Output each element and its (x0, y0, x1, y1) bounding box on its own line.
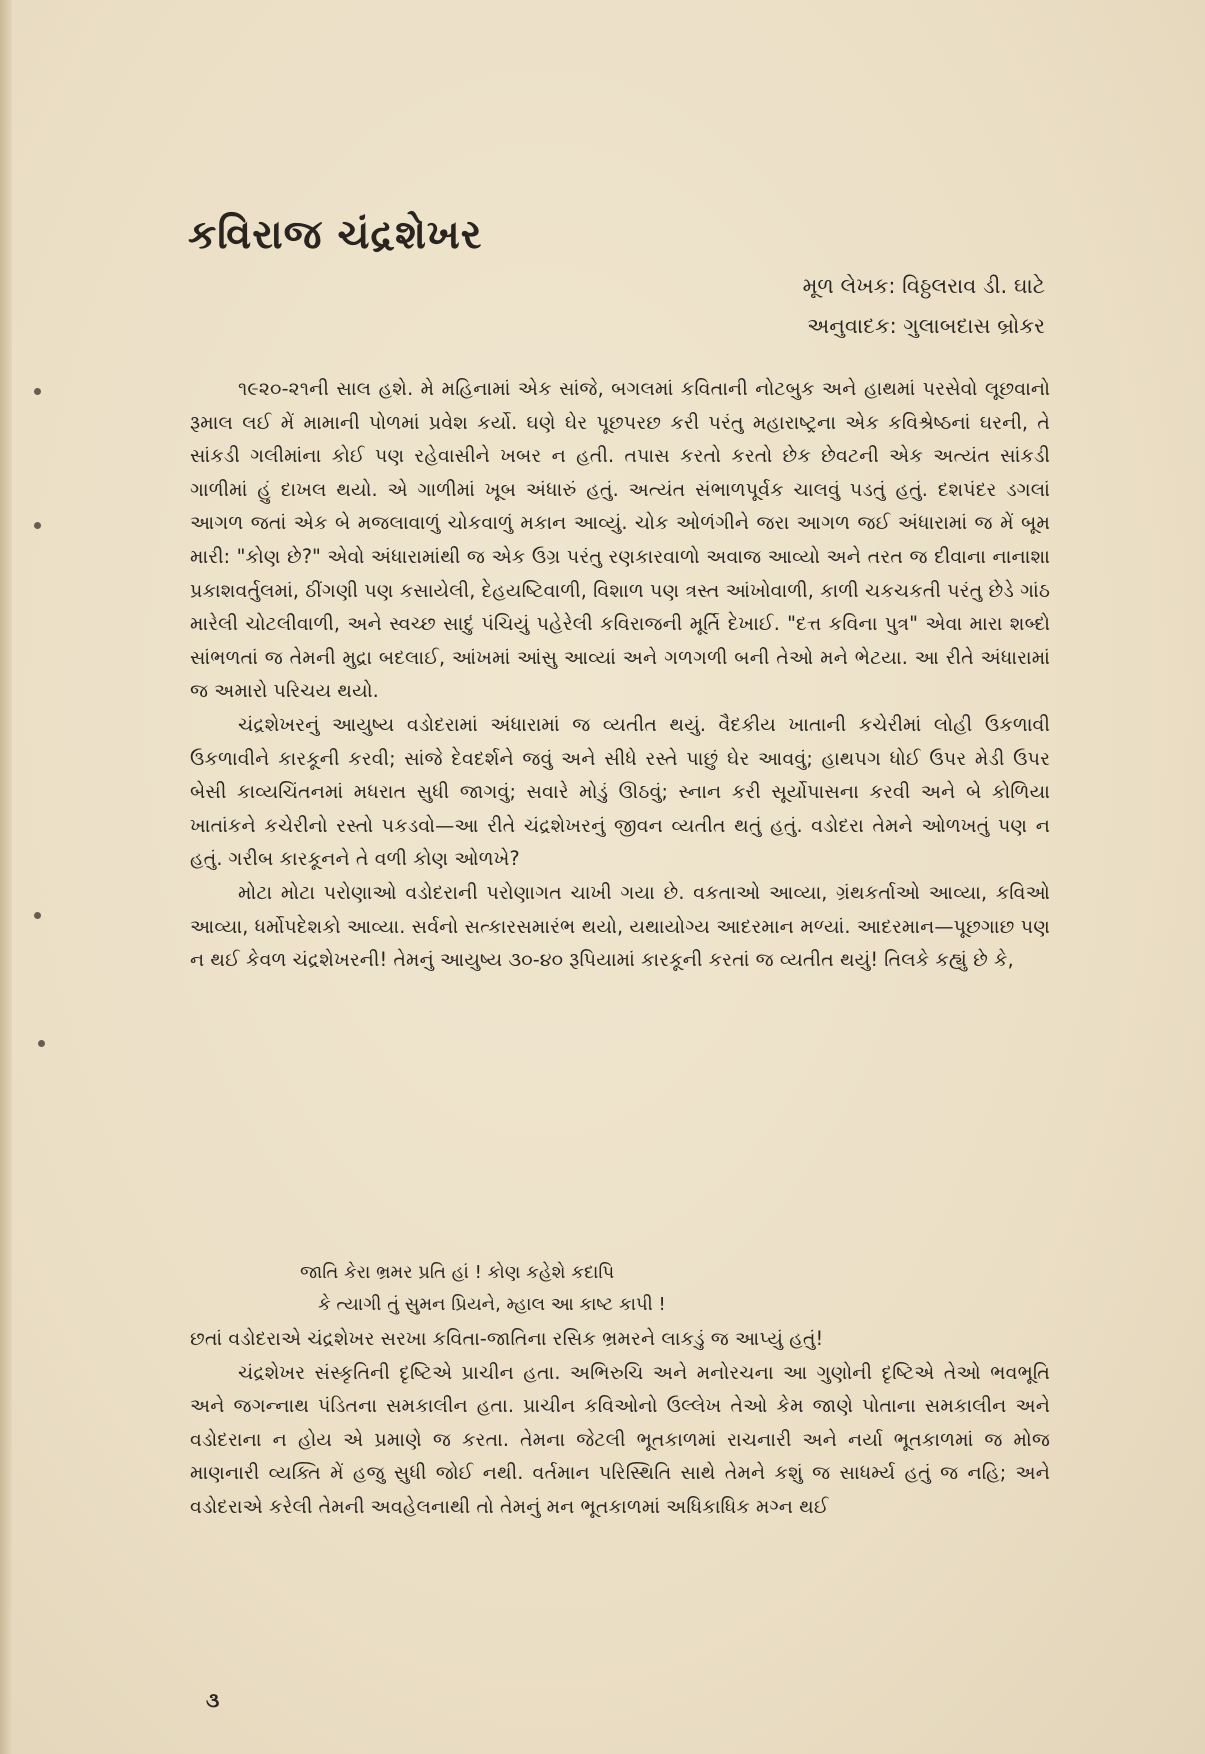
margin-mark (34, 522, 41, 529)
page-number: ૩ (206, 1688, 220, 1712)
margin-mark (34, 388, 41, 395)
paragraph: મોટા મોટા પરોણાઓ વડોદરાની પરોણાગત ચાખી ગયા છે. વકતાઓ આવ્યા, ગ્રંથકર્તાઓ આવ્યા, કવિઓ આવ્યા, ધર્મોપદેશકો આવ્યા. સર્વનો સત્કારસમારંભ થયો, યથાયોગ્ય આદરમાન મળ્યાં. આદરમાન—પૂછગાછ પણ ન થઈ કેવળ ચંદ્રશેખરની! તેમનું આયુષ્ય ૩૦-૪૦ રૂપિયામાં કારકૂની કરતાં જ વ્યતીત થયું! તિલકે કહ્યું છે કે, (190, 880, 1050, 972)
paragraph: ૧૯૨૦-૨૧ની સાલ હશે. મે મહિનામાં એક સાંજે, બગલમાં કવિતાની નોટબુક અને હાથમાં પરસેવો લૂછવાનો રૂમાલ લઈ મેં મામાની પોળમાં પ્રવેશ કર્યો. ઘણે ઘેર પૂછપરછ કરી પરંતુ મહારાષ્ટ્રના એક કવિશ્રેષ્ઠનાં ઘરની, તે સાંકડી ગલીમાંના કોઈ પણ રહેવાસીને ખબર ન હતી. તપાસ કરતો કરતો છેક છેવટની એક અત્યંત સાંકડી ગાળીમાં હું દાખલ થયો. એ ગાળીમાં ખૂબ અંધારું હતું. અત્યંત સંભાળપૂર્વક ચાલવું પડતું હતું. દશપંદર ડગલાં આગળ જતાં એક બે મજલાવાળું ચોકવાળું મકાન આવ્યું. ચોક ઓળંગીને જરા આગળ જઈ અંધારામાં જ મેં બૂમ મારી: "કોણ છે?" એવો અંધારામાંથી જ એક ઉગ્ર પરંતુ રણકારવાળો અવાજ આવ્યો અને તરત જ દીવાના નાનાશા પ્રકાશવર્તુલમાં, ઠીંગણી પણ કસાયેલી, દેહયષ્ટિવાળી, વિશાળ પણ ત્રસ્ત આંખોવાળી, કાળી ચકચકતી પરંતુ છેડે ગાંઠ મારેલી ચોટલીવાળી, અને સ્વચ્છ સાદું પંચિયું પહેરેલી કવિરાજની મૂર્તિ દેખાઈ. "દત્ત કવિના પુત્ર" એવા મારા શબ્દો સાંભળતાં જ તેમની મુદ્રા બદલાઈ, આંખમાં આંસુ આવ્યાં અને ગળગળી બની તેઓ મને ભેટયા. આ રીતે અંધારામાં જ અમારો પરિચય થયો. (190, 377, 1050, 703)
margin-mark (38, 1040, 45, 1047)
margin-mark (34, 912, 41, 919)
paragraph: છતાં વડોદરાએ ચંદ્રશેખર સરખા કવિતા-જાતિના રસિક ભ્રમરને લાકડું જ આપ્યું હતું! (190, 1327, 824, 1350)
article-body-continued (190, 1322, 1050, 1524)
article-title: કવિરાજ ચંદ્રશેખર (188, 212, 483, 258)
article-body (190, 372, 1050, 977)
page-edge (0, 0, 12, 1754)
verse-line: કે ત્યાગી તું સુમન પ્રિયને, મ્હાલ આ કાષ્ટ કાપી ! (318, 1294, 666, 1315)
paragraph: ચંદ્રશેખર સંસ્કૃતિની દૃષ્ટિએ પ્રાચીન હતા. અભિરુચિ અને મનોરચના આ ગુણોની દૃષ્ટિએ તેઓ ભવભૂતિ અને જગન્નાથ પંડિતના સમકાલીન હતા. પ્રાચીન કવિઓનો ઉલ્લેખ તેઓ કેમ જાણે પોતાના સમકાલીન અને વડોદરાના ન હોય એ પ્રમાણે જ કરતા. તેમના જેટલી ભૂતકાળમાં રાચનારી અને નર્યા ભૂતકાળમાં જ મોજ માણનારી વ્યક્તિ મેં હજુ સુધી જોઈ નથી. વર્તમાન પરિસ્થિતિ સાથે તેમને કશું જ સાધર્મ્ય હતું જ નહિ; અને વડોદરાએ કરેલી તેમની અવહેલનાથી તો તેમનું મન ભૂતકાળમાં અધિકાધિક મગ્ન થઈ (190, 1360, 1050, 1518)
verse-line: જાતિ કેરા ભ્રમર પ્રતિ હાં ! કોણ કહેશે કદાપિ (300, 1262, 615, 1283)
author-credit: મૂળ લેખક: વિઠ્ઠલરાવ ડી. ઘાટે (802, 274, 1045, 298)
paragraph: ચંદ્રશેખરનું આયુષ્ય વડોદરામાં અંધારામાં જ વ્યતીત થયું. વૈદકીય ખાતાની કચેરીમાં લોહી ઉકળાવી ઉકળાવીને કારકૂની કરવી; સાંજે દેવદર્શને જવું અને સીધે રસ્તે પાછું ઘેર આવવું; હાથપગ ધોઈ ઉપર મેડી ઉપર બેસી કાવ્યચિંતનમાં મધરાત સુધી જાગવું; સવારે મોડું ઊઠવું; સ્નાન કરી સૂર્યોપાસના કરવી અને બે કોળિયા ખાતાંકને કચેરીનો રસ્તો પકડવો—આ રીતે ચંદ્રશેખરનું જીવન વ્યતીત થતું હતું. વડોદરા તેમને ઓળખતું પણ ન હતું. ગરીબ કારકૂનને તે વળી કોણ ઓળખે? (190, 712, 1050, 871)
translator-credit: અનુવાદક: ગુલાબદાસ બ્રોકર (807, 314, 1045, 338)
